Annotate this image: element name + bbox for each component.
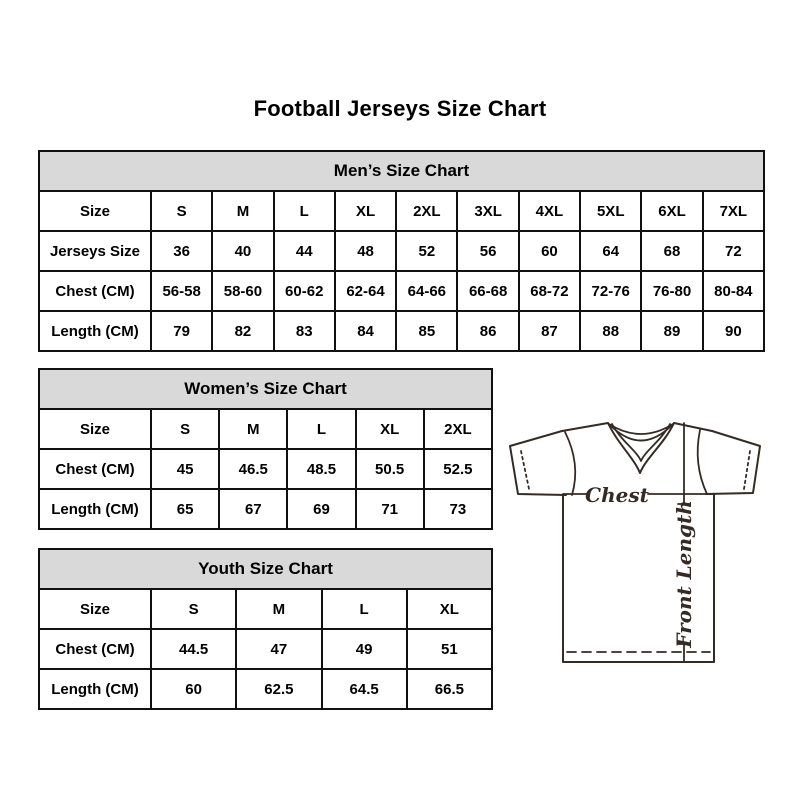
value-cell: 52 xyxy=(396,231,457,271)
value-cell: 48.5 xyxy=(287,449,355,489)
value-cell: 85 xyxy=(396,311,457,351)
jersey-right-cuff-stitch xyxy=(744,451,750,489)
value-cell: 87 xyxy=(519,311,580,351)
column-header-cell: L xyxy=(322,589,407,629)
column-header-cell: S xyxy=(151,589,236,629)
jersey-right-armhole xyxy=(698,430,707,494)
table-title-row xyxy=(39,549,492,589)
row-label-cell: Size xyxy=(39,191,151,231)
value-cell: 76-80 xyxy=(641,271,702,311)
value-cell: 68 xyxy=(641,231,702,271)
value-cell: 62-64 xyxy=(335,271,396,311)
column-header-cell: 2XL xyxy=(396,191,457,231)
value-cell: 67 xyxy=(219,489,287,529)
value-cell: 60-62 xyxy=(274,271,335,311)
value-cell: 49 xyxy=(322,629,407,669)
column-header-cell: 6XL xyxy=(641,191,702,231)
value-cell: 50.5 xyxy=(356,449,424,489)
column-header-cell: L xyxy=(274,191,335,231)
value-cell: 58-60 xyxy=(212,271,273,311)
table-header-row xyxy=(39,589,492,629)
jersey-left-sleeve xyxy=(510,431,566,495)
column-header-cell: XL xyxy=(407,589,492,629)
value-cell: 88 xyxy=(580,311,641,351)
row-label-cell: Length (CM) xyxy=(39,311,151,351)
column-header-cell: S xyxy=(151,191,212,231)
table-row xyxy=(39,271,764,311)
front-length-label: Front Length xyxy=(672,500,696,648)
row-label-cell: Chest (CM) xyxy=(39,271,151,311)
womens-size-table xyxy=(38,368,493,530)
table-header-row xyxy=(39,409,492,449)
column-header-cell: S xyxy=(151,409,219,449)
value-cell: 46.5 xyxy=(219,449,287,489)
table-row xyxy=(39,669,492,709)
column-header-cell: 2XL xyxy=(424,409,492,449)
value-cell: 36 xyxy=(151,231,212,271)
jersey-left-armhole xyxy=(565,432,575,495)
value-cell: 56 xyxy=(457,231,518,271)
value-cell: 64.5 xyxy=(322,669,407,709)
table-title: Men’s Size Chart xyxy=(39,151,764,191)
value-cell: 66.5 xyxy=(407,669,492,709)
value-cell: 72 xyxy=(703,231,764,271)
value-cell: 62.5 xyxy=(236,669,321,709)
value-cell: 68-72 xyxy=(519,271,580,311)
value-cell: 71 xyxy=(356,489,424,529)
row-label-cell: Length (CM) xyxy=(39,489,151,529)
table-title: Women’s Size Chart xyxy=(39,369,492,409)
column-header-cell: 4XL xyxy=(519,191,580,231)
value-cell: 73 xyxy=(424,489,492,529)
value-cell: 65 xyxy=(151,489,219,529)
row-label-cell: Chest (CM) xyxy=(39,629,151,669)
value-cell: 52.5 xyxy=(424,449,492,489)
value-cell: 82 xyxy=(212,311,273,351)
row-label-cell: Size xyxy=(39,589,151,629)
mens-size-table xyxy=(38,150,765,352)
column-header-cell: 5XL xyxy=(580,191,641,231)
value-cell: 44.5 xyxy=(151,629,236,669)
column-header-cell: 7XL xyxy=(703,191,764,231)
value-cell: 56-58 xyxy=(151,271,212,311)
value-cell: 51 xyxy=(407,629,492,669)
jersey-measurement-diagram xyxy=(500,403,778,673)
column-header-cell: M xyxy=(219,409,287,449)
table-row xyxy=(39,629,492,669)
youth-size-table xyxy=(38,548,493,710)
table-row xyxy=(39,311,764,351)
column-header-cell: M xyxy=(212,191,273,231)
table-header-row xyxy=(39,191,764,231)
value-cell: 72-76 xyxy=(580,271,641,311)
table-title-row xyxy=(39,151,764,191)
value-cell: 60 xyxy=(519,231,580,271)
row-label-cell: Chest (CM) xyxy=(39,449,151,489)
value-cell: 45 xyxy=(151,449,219,489)
table-row xyxy=(39,449,492,489)
jersey-left-shoulder xyxy=(562,423,608,431)
column-header-cell: M xyxy=(236,589,321,629)
table-title: Youth Size Chart xyxy=(39,549,492,589)
value-cell: 64 xyxy=(580,231,641,271)
value-cell: 80-84 xyxy=(703,271,764,311)
row-label-cell: Length (CM) xyxy=(39,669,151,709)
value-cell: 90 xyxy=(703,311,764,351)
jersey-right-shoulder xyxy=(674,423,712,431)
chest-label: Chest xyxy=(585,483,649,507)
row-label-cell: Jerseys Size xyxy=(39,231,151,271)
value-cell: 84 xyxy=(335,311,396,351)
value-cell: 44 xyxy=(274,231,335,271)
page-title: Football Jerseys Size Chart xyxy=(253,96,547,121)
value-cell: 79 xyxy=(151,311,212,351)
value-cell: 48 xyxy=(335,231,396,271)
value-cell: 83 xyxy=(274,311,335,351)
column-header-cell: L xyxy=(287,409,355,449)
value-cell: 60 xyxy=(151,669,236,709)
jersey-vneck-outer xyxy=(608,423,674,473)
value-cell: 69 xyxy=(287,489,355,529)
column-header-cell: 3XL xyxy=(457,191,518,231)
table-title-row xyxy=(39,369,492,409)
jersey-right-sleeve xyxy=(706,431,760,494)
table-row xyxy=(39,489,492,529)
row-label-cell: Size xyxy=(39,409,151,449)
value-cell: 40 xyxy=(212,231,273,271)
value-cell: 89 xyxy=(641,311,702,351)
column-header-cell: XL xyxy=(356,409,424,449)
column-header-cell: XL xyxy=(335,191,396,231)
table-row xyxy=(39,231,764,271)
jersey-collar-back-arc-2 xyxy=(610,425,672,441)
value-cell: 86 xyxy=(457,311,518,351)
value-cell: 64-66 xyxy=(396,271,457,311)
jersey-left-cuff-stitch xyxy=(521,451,529,489)
value-cell: 47 xyxy=(236,629,321,669)
value-cell: 66-68 xyxy=(457,271,518,311)
